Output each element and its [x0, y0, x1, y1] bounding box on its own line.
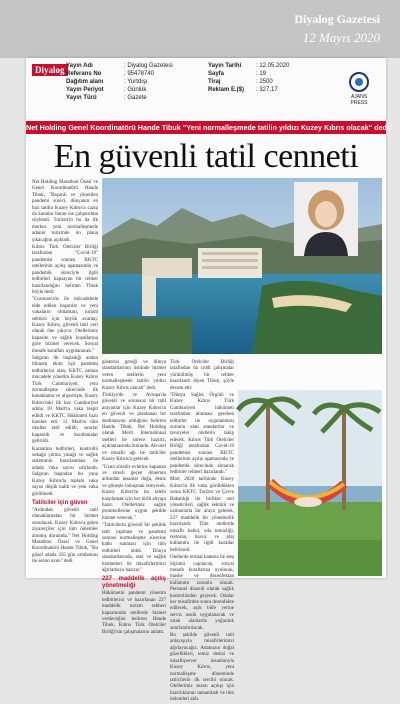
meta-label: Yayın Periyot — [66, 87, 104, 93]
paragraph: Salgının ilk başladığı andan itibaren ekim üçü pandemi tedbirlerini alan, KKTC zaman mücadele yönetim Kuzey Kıbrıs Türk Cumhuriyeti, yeni normalleşme sürecinde ilk konaklama ve alışverişte, Kuzey Kıbrıs'taki ilk kez Cumhuriyet adına 10 Mart'ta vaka tespit edildi ve KKTC Hükümeti hızlı hareket etti. 11 Mart'ta tüm okullar tatil edildi, sınırlar kapatıldı ve kısıtlamalar getirildi. — [32, 355, 98, 445]
text-column-3 — [170, 360, 234, 703]
meta-label: Referans No — [66, 71, 102, 77]
meta-block — [32, 62, 382, 118]
subheading: 227 maddelik açılış yönetmeliği — [102, 576, 166, 590]
paragraph: Karantina tedbirleri, kontrollü sokağa çıkma yasağı ve sağlık sisteminin hazırlanması ile adada vaka sayısı sıfırlandı. Salgının başından bu yana Kuzey Kıbrıs'ta toplam vaka sayısı düşük kaldı ve yeni vaka görülmedi. — [32, 446, 98, 497]
agency-name: AJANS PRESS — [350, 94, 368, 106]
agency-circle-icon — [349, 72, 369, 92]
paragraph: Kıbrıs Türk Otelciler Birliği tarafından "Covid-19" pandemisi sonrası KKTC otellerinin açılış aşamasında ve pandemik süreciyle ilgili tedbirleri kapsayan bir rehber hazırlandığını belirten Tibuk böyle dedi: — [32, 245, 98, 295]
paragraph: Türkiye'de ve Avrupa'da güvenli ve sorunsuz bir tatil arayanlar için Kuzey Kıbrıs'ın en güvenli ve planlanan bir destinasyon olduğunu belirten Hande Tibuk, Net Holding olarak Merit International otelleri ile sürece hazırız, açıklamasında bulundu. Alt-otel ve misafir ağı ile tatilciler Kuzey Kıbrıs'a gelecek. — [102, 393, 167, 463]
meta-row — [208, 62, 241, 70]
meta-value: : 19 — [256, 71, 267, 77]
text-column-2 — [102, 360, 167, 635]
meta-value: : 327,17 — [256, 87, 278, 93]
kicker-bar: Net Holding Genel Koordinatörü Hande Tibuk "Yeni normalleşmede tatilin yıldızı Kuzey Kıbrıs olacak" dedi — [26, 123, 389, 132]
meta-label: Sayfa — [208, 71, 225, 77]
paragraph: Hükümetin pandemi yönetim tedbirlerini ve hazırlanan 227 maddelik turizm rehberi kapsamında otellerde hizmet verileceğini belirten Hande Tibuk, Kıbrıs Türk Otelciler Birliği'nin çalışmalarını anlattı. — [102, 591, 166, 635]
text-column-1 — [32, 180, 98, 574]
meta-row — [66, 86, 104, 94]
meta-row — [66, 94, 97, 102]
meta-row — [208, 70, 224, 78]
banner-text — [294, 12, 380, 46]
paragraph: "Tatilcilerin güvenli bir şekilde tatil yapması ve pandemi sonrası normalleşme sürecine katkı sunması için tüm tedbirleri aldık. Dünya standartlarında, otel ve sağlık hizmetleri ile misafirlerimizi ağırlamaya hazırız." — [102, 523, 166, 573]
hammock-photo-image — [238, 390, 382, 576]
paragraph: "Ardından güvenli tatil olanaklarından bir hizmet sunulacak. Kuzey Kıbrıs'a gelen ziyaretçiler için tüm önlemler alınmış durumda." Net Holding Marathon Özesi ve Genel Koordinatörü Hande Tibuk, "Bu güzel adada 335 gün ortalaması ile sezon uzun" dedi. — [32, 507, 98, 565]
agency-logo — [342, 72, 376, 106]
meta-value: : 12.05.2020 — [256, 63, 290, 69]
headline: En güvenli tatil cenneti — [53, 138, 359, 175]
paragraph: Mart 2020 tarihinde Kuzey Kıbrıs'ta ilk vaka görüldükten sonra KKTC Turizm ve Çevre Bakanlığı ile birlikte otel yöneticileri, sağlık sektörü ve uzmanlarla bir araya gelerek, 227 maddelik bir yönetmelik hazırlandı. Tüm otellerde misafir kabul, oda temizliği, restoran, havuz ve plaj kullanımı ile ilgili kurallar belirlendi. — [170, 477, 234, 553]
meta-value: : 2500 — [256, 79, 273, 85]
paragraph: Bu şekilde güvenli tatil anlayışıyla misafirlerimizi ağırlayacağız. Adamızın doğal güzellikleri, temiz denizi ve misafirperver insanlarıyla Kuzey Kıbrıs, yeni normalleşme döneminde tatilcilerin ilk tercihi olacak. Otellerimiz sezon açılışı için hazırlıklarını tamamladı ve tüm önlemleri aldı. — [170, 633, 234, 703]
meta-value: : Gazete — [124, 95, 147, 101]
meta-row — [208, 78, 221, 86]
paragraph: "Coronavirüs ile mücadelede elde edilen başarılar ve yeni vakaların olmaması, turizm sektörü için büyük avantaj. Kuzey Kıbrıs, güvenli tatil yeri olarak öne çıkıyor. Otellerimiz kapasite ve sağlık koşullarına göre hizmet verecek. Sosyal mesafe kuralları uygulanacak." — [32, 297, 98, 354]
meta-label: Reklam E.($) — [208, 87, 245, 93]
publication-name: Diyalog Gazetesi — [294, 12, 380, 26]
paragraph: "Uzun süredir evlerine kapanan ve stresli geçen dönemin ardından insanlar doğa, deniz ve güneşle buluşmak isteyecek. Kuzey Kıbrıs'ta bu talebi karşılamak için her türlü altyapı hazır. Otellerimiz sağlık protokollerine uygun şekilde hizmet verecek." — [102, 464, 166, 521]
portrait-photo — [294, 182, 358, 256]
paragraph: gösterisi gereği ve dünya standartlarının üstünde hizmet veren otellerin yeni normalleşmede tatilin yıldızı Kuzey Kıbrıs olacak" dedi. — [102, 360, 166, 391]
meta-row — [66, 62, 93, 70]
paragraph: "Dünya Sağlık Örgütü ve Kuzey Kıbrıs Türk Cumhuriyeti hükümeti tarafından alınması gereken tedbirler ile uygulanması zorunlu olan standartlar ve tavsiyeler otellerin takip edecek. Kıbrıs Türk Otelciler Birliği tarafından Covid-19 pandemisi sonrası KKTC otellerinin açılış aşamasında ve pandemik sürecinde alınacak tedbirler rehberi hazırlandı." — [170, 393, 234, 475]
paragraph: Net Holding Marathon Özesi ve Genel Koordinatörü Hande Tibuk, "Başarılı ve yönetilen pandemi süreci, dünyanın en hızı tatiliu Kuzey Kıbrıs'a cazip da kaunlar itaran ise çalıştırılma söylendi. Turizm'in bu da ilk merkez yeni normalleşmede adanın turizmde ön plana çıkacağını açıkladı. — [32, 180, 98, 243]
meta-label: Tiraj — [208, 79, 221, 85]
meta-label: Yayın Adı — [66, 63, 93, 69]
meta-row — [66, 78, 103, 86]
meta-row — [66, 70, 101, 78]
subheading: Tatilciler için güven — [32, 499, 88, 506]
meta-label: Dağıtım alanı — [66, 79, 104, 85]
paragraph: Otellerde termal kamera ile ateş ölçümü yapılacak, sosyal mesafe kurallarına uyulacak, maske ve dezenfektan kullanımı zorunlu olacak. Personel düzenli olarak sağlık kontrolünden geçecek. Odalar her misafirden sonra dezenfekte edilecek, açık büfe yerine servis usulü uygulanacak ve ortak alanlarda yoğunluk sınırlandırılacak. — [170, 555, 234, 631]
clipping-page — [26, 58, 389, 703]
meta-value: : Yurtdışı — [124, 79, 148, 85]
meta-row — [208, 86, 244, 94]
meta-label: Yayın Türü — [66, 95, 97, 101]
hammock-photo — [238, 390, 382, 576]
paragraph: Türk Otelciler Birliği tarafından da ciddi çalışmalar yürütülmüş bir rehber hazırlandı diyen Tibuk, şöyle devam etti: — [170, 360, 234, 391]
top-banner — [0, 0, 400, 58]
meta-value: : 95478740 — [124, 71, 155, 77]
publication-date: 12 Mayıs 2020 — [302, 30, 380, 45]
meta-label: Yayın Tarihi — [208, 63, 242, 69]
meta-value: : Diyalog Gazetesi — [124, 63, 173, 69]
meta-value: : Günlük — [124, 87, 147, 93]
newspaper-logo: Diyalog — [32, 64, 68, 76]
